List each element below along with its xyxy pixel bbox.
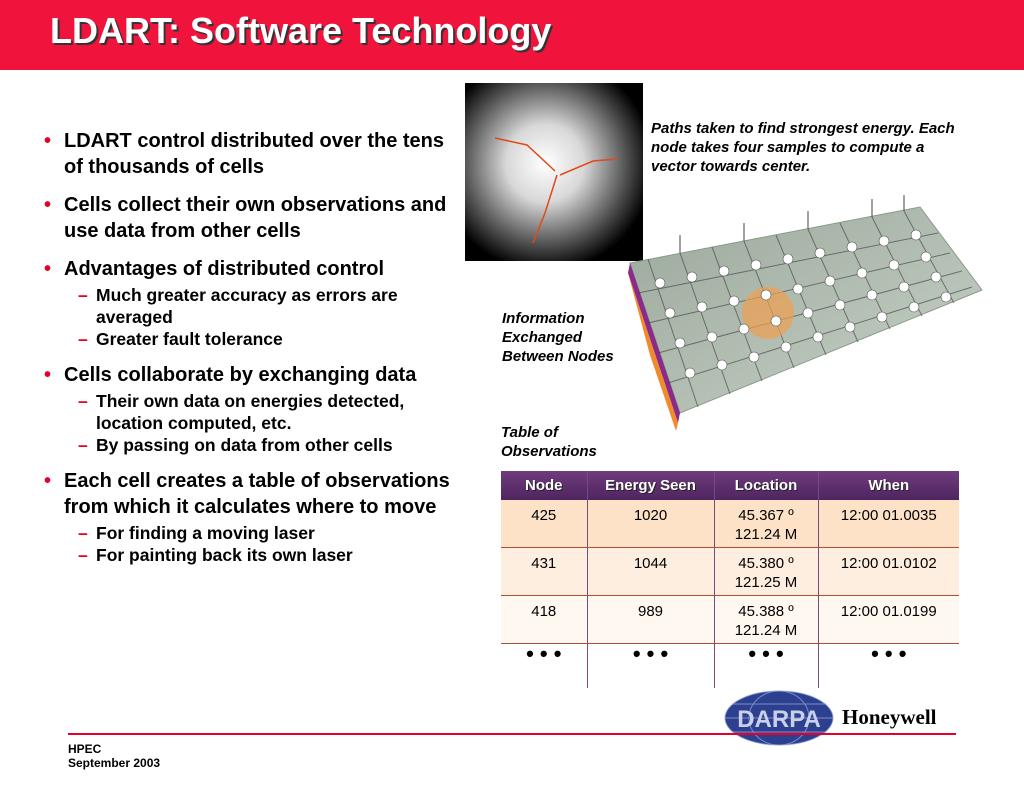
- table-caption: Table of Observations: [501, 424, 597, 460]
- cell-when: 12:00 01.0035: [818, 500, 959, 548]
- node-grid-illustration: [620, 195, 990, 430]
- darpa-globe-icon: [724, 690, 834, 746]
- darpa-logo: [724, 690, 834, 746]
- paths-caption: Paths taken to find strongest energy. Each node takes four samples to compute a vector towards center.: [651, 120, 955, 175]
- sub-bullet-item: – Their own data on energies detected, location computed, etc.: [78, 391, 405, 433]
- dash-icon: –: [78, 435, 88, 455]
- cell-location: 45.388 º 121.24 M: [714, 596, 818, 644]
- bullet-dot-icon: •: [44, 130, 52, 152]
- observations-table: [501, 471, 959, 688]
- cell-energy: 989: [587, 596, 714, 644]
- footer-divider: [68, 733, 956, 735]
- dash-icon: –: [78, 545, 88, 565]
- energy-blob-image: [465, 83, 643, 261]
- col-header-energy: Energy Seen: [587, 471, 714, 500]
- sub-bullet-item: – For painting back its own laser: [78, 545, 353, 565]
- col-header-location: Location: [714, 471, 818, 500]
- dash-icon: –: [78, 285, 88, 305]
- bullet-item: • LDART control distributed over the tens of thousands of cells: [44, 130, 445, 178]
- dash-icon: –: [78, 391, 88, 411]
- ellipsis-cell: • • •: [714, 644, 818, 689]
- bullet-dot-icon: •: [44, 470, 52, 492]
- footer: [68, 742, 160, 770]
- cell-node: 425: [501, 500, 587, 548]
- darpa-logo-text: DARPA: [737, 706, 821, 733]
- cell-energy: 1020: [587, 500, 714, 548]
- honeywell-logo: Honeywell: [842, 705, 937, 729]
- sub-bullet-item: – For finding a moving laser: [78, 523, 315, 543]
- bullet-dot-icon: •: [44, 258, 52, 280]
- info-caption: Information Exchanged Between Nodes: [502, 310, 614, 365]
- bullet-list: [44, 128, 464, 566]
- cell-node: 431: [501, 548, 587, 596]
- dash-icon: –: [78, 329, 88, 349]
- cell-when: 12:00 01.0199: [818, 596, 959, 644]
- footer-line-2: September 2003: [68, 756, 161, 770]
- node-grid-svg: [620, 195, 990, 430]
- bullet-item: • Cells collaborate by exchanging data: [44, 364, 417, 386]
- bullet-dot-icon: •: [44, 364, 52, 386]
- col-header-node: Node: [501, 471, 587, 500]
- col-header-when: When: [818, 471, 959, 500]
- table-row: [501, 596, 959, 644]
- ellipsis-cell: • • •: [526, 641, 562, 666]
- search-paths-overlay: [465, 83, 643, 261]
- table-row: [501, 548, 959, 596]
- table-header-row: [501, 471, 959, 500]
- table-ellipsis-row: [501, 644, 959, 689]
- bullet-dot-icon: •: [44, 194, 52, 216]
- bullet-item: • Advantages of distributed control: [44, 258, 385, 280]
- sub-bullet-item: – Much greater accuracy as errors are averaged: [78, 285, 398, 327]
- sub-bullet-item: – By passing on data from other cells: [78, 435, 393, 455]
- cell-location: 45.380 º 121.25 M: [714, 548, 818, 596]
- ellipsis-cell: • • •: [587, 644, 714, 689]
- cell-when: 12:00 01.0102: [818, 548, 959, 596]
- slide-title: LDART: Software Technology: [50, 10, 552, 51]
- cell-energy: 1044: [587, 548, 714, 596]
- sub-bullet-item: – Greater fault tolerance: [78, 329, 283, 349]
- cell-node: 418: [501, 596, 587, 644]
- table-row: [501, 500, 959, 548]
- dash-icon: –: [78, 523, 88, 543]
- ellipsis-cell: • • •: [818, 644, 959, 689]
- footer-line-1: HPEC: [68, 742, 102, 756]
- bullet-item: • Each cell creates a table of observations from which it calculates where to move: [44, 470, 450, 518]
- cell-location: 45.367 º 121.24 M: [714, 500, 818, 548]
- bullet-item: • Cells collect their own observations and use data from other cells: [44, 194, 447, 242]
